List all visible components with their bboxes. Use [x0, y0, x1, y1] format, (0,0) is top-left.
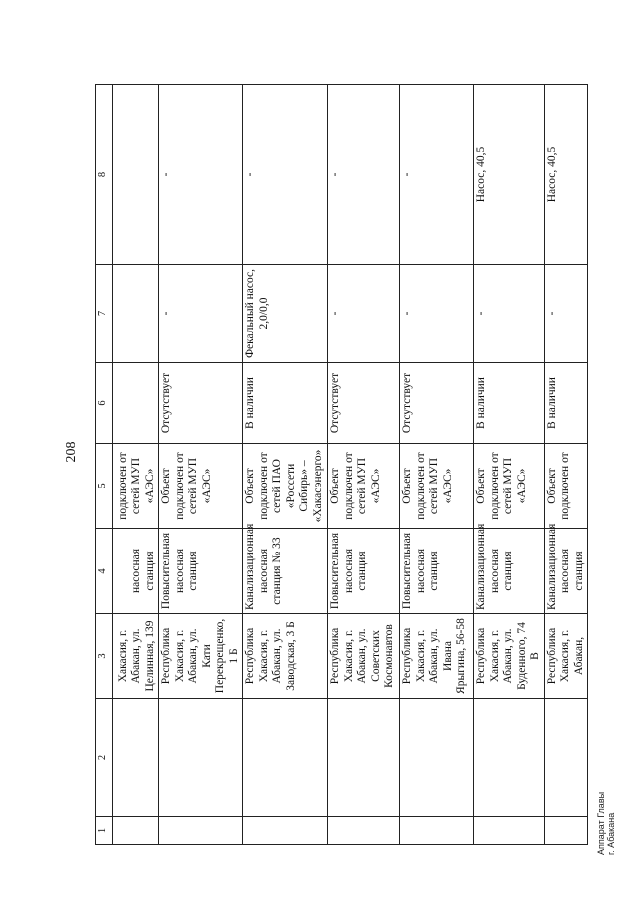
table-cell: Отсутствует	[328, 363, 400, 444]
table-row	[400, 85, 474, 845]
table-cell: насосная станция	[113, 529, 159, 614]
table-cell	[400, 699, 474, 817]
table-cell	[159, 817, 243, 845]
table-cell: Объект подключен от сетей ПАО «Россети Сибирь» – «Хакасэнерго»	[243, 444, 328, 529]
table-cell: Насос, 40,5	[474, 85, 545, 265]
data-table	[95, 84, 588, 845]
table-cell: Республика Хакасия, г. Абакан, ул. Буденного, 74 В	[474, 614, 545, 699]
footer-line: г. Абакана	[606, 812, 616, 855]
table-cell: Канализационная насосная станция	[474, 529, 545, 614]
table-cell: Насос, 40,5	[544, 85, 588, 265]
table-cell: Республика Хакасия, г. Абакан, ул. Советских Космонавтов	[328, 614, 400, 699]
table-cell	[113, 265, 159, 363]
table-cell: Объект подключен от сетей МУП «АЭС»	[159, 444, 243, 529]
table-cell: -	[243, 85, 328, 265]
table-row	[113, 85, 159, 845]
table-cell: Объект подключен от	[544, 444, 588, 529]
table-cell	[474, 817, 545, 845]
table-row	[243, 85, 328, 845]
table-cell: -	[400, 85, 474, 265]
table-cell: -	[474, 265, 545, 363]
table-cell: Республика Хакасия, г. Абакан,	[544, 614, 588, 699]
table-row	[544, 85, 588, 845]
table-cell: В наличии	[243, 363, 328, 444]
table-cell	[328, 817, 400, 845]
column-header: 3	[96, 614, 113, 699]
footer-line: Аппарат Главы	[596, 791, 606, 855]
column-header: 2	[96, 699, 113, 817]
table-row	[474, 85, 545, 845]
table-row	[328, 85, 400, 845]
column-header: 4	[96, 529, 113, 614]
table-cell: -	[544, 265, 588, 363]
table-cell: Республика Хакасия, г. Абакан, ул. Кати Перекрещенко, 1 Б	[159, 614, 243, 699]
table-cell: Канализационная насосная станция № 33	[243, 529, 328, 614]
column-header: 5	[96, 444, 113, 529]
table-cell	[544, 817, 588, 845]
table-cell	[113, 85, 159, 265]
table-cell	[328, 699, 400, 817]
table-cell	[474, 699, 545, 817]
table-cell: Повысительная насосная станция	[400, 529, 474, 614]
table-cell: В наличии	[474, 363, 545, 444]
footer-stamp	[596, 791, 616, 855]
table-cell: Республика Хакасия, г. Абакан, ул. Заводская, 3 Б	[243, 614, 328, 699]
table-cell: Объект подключен от сетей МУП «АЭС»	[400, 444, 474, 529]
table-cell: Хакасия, г. Абакан, ул. Целинная, 139	[113, 614, 159, 699]
table-cell	[243, 817, 328, 845]
table-cell	[400, 817, 474, 845]
table-cell	[159, 699, 243, 817]
table-cell: -	[400, 265, 474, 363]
table-cell: В наличии	[544, 363, 588, 444]
table-cell	[113, 699, 159, 817]
table-cell: Повысительная насосная станция	[159, 529, 243, 614]
table-cell: Канализационная насосная станция	[544, 529, 588, 614]
table-cell: -	[159, 265, 243, 363]
table-cell: Повысительная насосная станция	[328, 529, 400, 614]
page-number: 208	[64, 441, 79, 463]
rotated-table-container	[95, 85, 585, 845]
table-cell: подключен от сетей МУП «АЭС»	[113, 444, 159, 529]
table-cell: -	[159, 85, 243, 265]
table-cell: Отсутствует	[159, 363, 243, 444]
table-cell	[113, 363, 159, 444]
column-header: 1	[96, 817, 113, 845]
table-cell: Отсутствует	[400, 363, 474, 444]
table-cell: -	[328, 265, 400, 363]
table-cell: -	[328, 85, 400, 265]
table-header-row	[96, 85, 113, 845]
column-header: 8	[96, 85, 113, 265]
table-cell	[113, 817, 159, 845]
table-cell: Республика Хакасия, г. Абакан, ул. Ивана Ярыгина, 56-58	[400, 614, 474, 699]
table-cell: Объект подключен от сетей МУП «АЭС»	[474, 444, 545, 529]
column-header: 6	[96, 363, 113, 444]
table-cell	[544, 699, 588, 817]
column-header: 7	[96, 265, 113, 363]
table-cell: Фекальный насос, 2,0/0,0	[243, 265, 328, 363]
table-row	[159, 85, 243, 845]
table-cell	[243, 699, 328, 817]
table-cell: Объект подключен от сетей МУП «АЭС»	[328, 444, 400, 529]
